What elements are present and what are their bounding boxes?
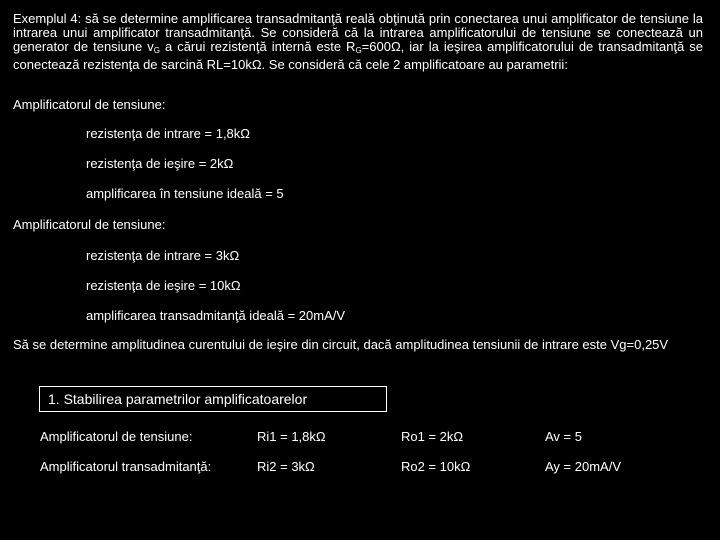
amp2-item: rezistenţa de intrare = 3kΩ <box>86 248 240 263</box>
intro-text: Exemplul 4: să se determine amplificarea transadmitanţă reală obţinută prin conectarea unui amplificator de tensiune la intrarea unui amplificator transadmitanţă. Se consideră că la intrarea amplificatorului de tensiune se conectează un generator de tensiune v <box>13 11 703 54</box>
table-cell: Amplificatorul transadmitanţă: <box>40 459 212 474</box>
amp1-item: amplificarea în tensiune ideală = 5 <box>86 186 284 201</box>
intro-text-cont: a cărui rezistenţă internă este R <box>159 39 356 54</box>
amp2-heading: Amplificatorul de tensiune: <box>13 217 166 232</box>
table-cell: Ro2 = 10kΩ <box>401 459 471 474</box>
rg-subscript: G <box>355 46 362 55</box>
table-cell: Ri1 = 1,8kΩ <box>257 429 326 444</box>
vg-subscript: G <box>153 46 160 55</box>
amp2-item: amplificarea transadmitanţă ideală = 20mA/V <box>86 308 346 323</box>
amp1-item: rezistenţa de ieşire = 2kΩ <box>86 156 234 171</box>
table-cell: Ro1 = 2kΩ <box>401 429 464 444</box>
table-cell: Ay = 20mA/V <box>545 459 621 474</box>
amp1-heading: Amplificatorul de tensiune: <box>13 97 166 112</box>
table-cell: Amplificatorul de tensiune: <box>40 429 193 444</box>
table-cell: Ri2 = 3kΩ <box>257 459 315 474</box>
amp1-item: rezistenţa de intrare = 1,8kΩ <box>86 126 250 141</box>
table-cell: Av = 5 <box>545 429 582 444</box>
step-title-box: 1. Stabilirea parametrilor amplificatoarelor <box>39 386 387 412</box>
amp2-item: rezistenţa de ieşire = 10kΩ <box>86 278 241 293</box>
question-text: Să se determine amplitudinea curentului de ieşire din circuit, dacă amplitudinea tensiunii de intrare este Vg=0,25V <box>13 337 669 352</box>
intro-text-end: =600Ω, iar la ieşirea amplificatorului de transadmitanţă se conectează rezistenţa de sarcină RL=10kΩ. Se consideră că cele 2 amplificatoare au parametrii: <box>13 39 703 72</box>
problem-statement <box>13 12 703 72</box>
